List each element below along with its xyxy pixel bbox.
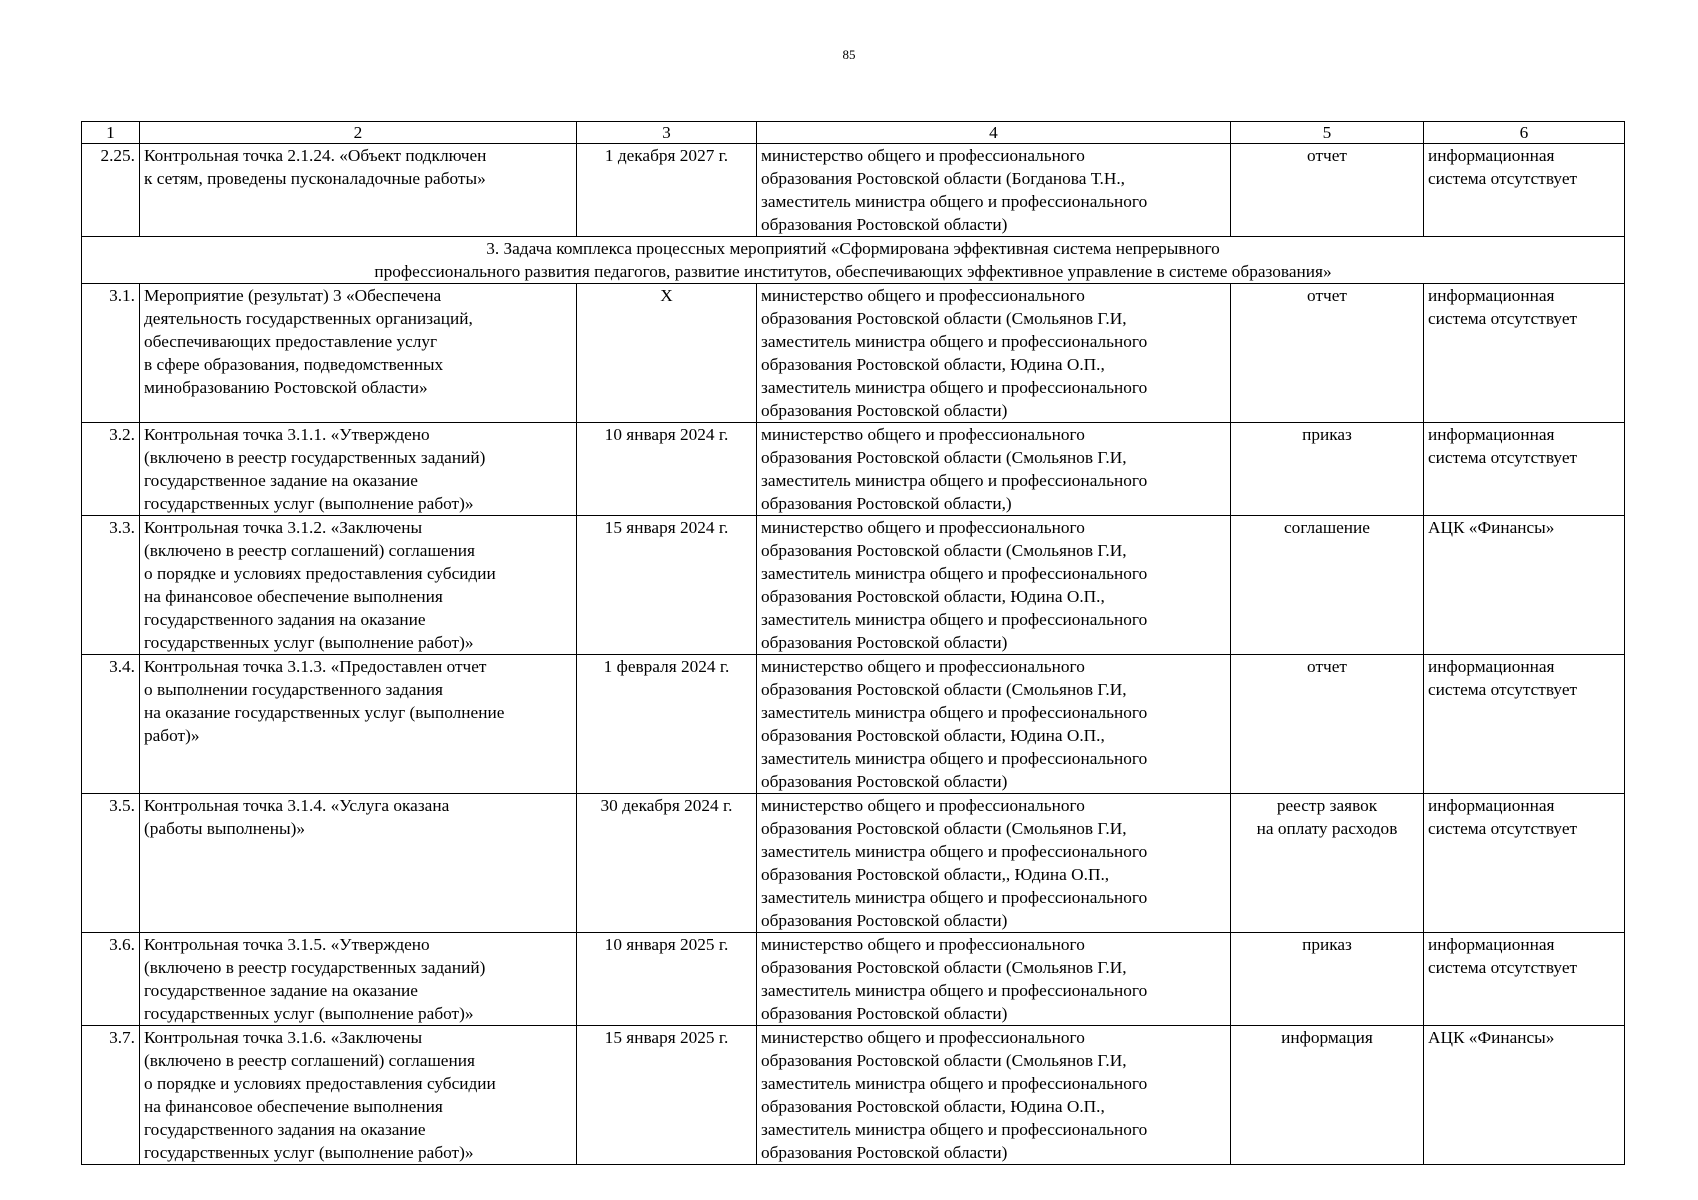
row-name: Контрольная точка 2.1.24. «Объект подключен к сетям, проведены пусконаладочные работы»	[140, 144, 577, 237]
row-name: Мероприятие (результат) 3 «Обеспечена деятельность государственных организаций, обеспечивающих предоставление услуг в сфере образования, подведомственных минобразованию Ростовской области»	[140, 284, 577, 423]
row-number: 3.7.	[82, 1026, 140, 1165]
row-info-system: информационная система отсутствует	[1424, 794, 1625, 933]
column-header-1: 1	[82, 122, 140, 144]
column-header-2: 2	[140, 122, 577, 144]
table-row	[82, 284, 1625, 423]
row-date: 15 января 2025 г.	[577, 1026, 757, 1165]
row-date: 1 февраля 2024 г.	[577, 655, 757, 794]
section-row	[82, 237, 1625, 284]
row-info-system: АЦК «Финансы»	[1424, 516, 1625, 655]
row-number: 3.1.	[82, 284, 140, 423]
row-date: 10 января 2024 г.	[577, 423, 757, 516]
row-number: 3.5.	[82, 794, 140, 933]
row-responsible: министерство общего и профессионального образования Ростовской области (Смольянов Г.И, заместитель министра общего и профессионального образования Ростовской области, Юдина О.П., заместитель министра общего и профессионального образования Ростовской области)	[757, 1026, 1231, 1165]
row-number: 3.3.	[82, 516, 140, 655]
page-number: 85	[842, 47, 856, 62]
table-row	[82, 655, 1625, 794]
row-doc-type: реестр заявок на оплату расходов	[1231, 794, 1424, 933]
row-responsible: министерство общего и профессионального образования Ростовской области (Смольянов Г.И, заместитель министра общего и профессионального образования Ростовской области, Юдина О.П., заместитель министра общего и профессионального образования Ростовской области)	[757, 655, 1231, 794]
row-name: Контрольная точка 3.1.1. «Утверждено (включено в реестр государственных заданий) государственное задание на оказание государственных услуг (выполнение работ)»	[140, 423, 577, 516]
row-name: Контрольная точка 3.1.3. «Предоставлен отчет о выполнении государственного задания на оказание государственных услуг (выполнение работ)»	[140, 655, 577, 794]
row-doc-type: соглашение	[1231, 516, 1424, 655]
column-header-6: 6	[1424, 122, 1625, 144]
row-info-system: АЦК «Финансы»	[1424, 1026, 1625, 1165]
table-row	[82, 144, 1625, 237]
row-responsible: министерство общего и профессионального образования Ростовской области (Смольянов Г.И, заместитель министра общего и профессионального образования Ростовской области,)	[757, 423, 1231, 516]
row-date: 1 декабря 2027 г.	[577, 144, 757, 237]
row-number: 3.2.	[82, 423, 140, 516]
row-date: 15 января 2024 г.	[577, 516, 757, 655]
row-name: Контрольная точка 3.1.4. «Услуга оказана (работы выполнены)»	[140, 794, 577, 933]
row-name: Контрольная точка 3.1.2. «Заключены (включено в реестр соглашений) соглашения о порядке и условиях предоставления субсидии на финансовое обеспечение выполнения государственного задания на оказание государственных услуг (выполнение работ)»	[140, 516, 577, 655]
table-row	[82, 794, 1625, 933]
column-header-5: 5	[1231, 122, 1424, 144]
table-header-row	[82, 122, 1625, 144]
table-row	[82, 933, 1625, 1026]
table-row	[82, 423, 1625, 516]
row-doc-type: отчет	[1231, 284, 1424, 423]
row-info-system: информационная система отсутствует	[1424, 655, 1625, 794]
row-info-system: информационная система отсутствует	[1424, 144, 1625, 237]
row-date: 30 декабря 2024 г.	[577, 794, 757, 933]
row-date: 10 января 2025 г.	[577, 933, 757, 1026]
row-name: Контрольная точка 3.1.6. «Заключены (включено в реестр соглашений) соглашения о порядке и условиях предоставления субсидии на финансовое обеспечение выполнения государственного задания на оказание государственных услуг (выполнение работ)»	[140, 1026, 577, 1165]
row-info-system: информационная система отсутствует	[1424, 933, 1625, 1026]
row-number: 2.25.	[82, 144, 140, 237]
column-header-3: 3	[577, 122, 757, 144]
row-number: 3.6.	[82, 933, 140, 1026]
row-responsible: министерство общего и профессионального образования Ростовской области (Смольянов Г.И, заместитель министра общего и профессионального образования Ростовской области)	[757, 933, 1231, 1026]
row-responsible: министерство общего и профессионального образования Ростовской области (Смольянов Г.И, заместитель министра общего и профессионального образования Ростовской области, Юдина О.П., заместитель министра общего и профессионального образования Ростовской области)	[757, 284, 1231, 423]
row-responsible: министерство общего и профессионального образования Ростовской области (Смольянов Г.И, заместитель министра общего и профессионального образования Ростовской области,, Юдина О.П., заместитель министра общего и профессионального образования Ростовской области)	[757, 794, 1231, 933]
row-doc-type: приказ	[1231, 933, 1424, 1026]
row-info-system: информационная система отсутствует	[1424, 284, 1625, 423]
table-row	[82, 516, 1625, 655]
row-doc-type: приказ	[1231, 423, 1424, 516]
row-info-system: информационная система отсутствует	[1424, 423, 1625, 516]
row-number: 3.4.	[82, 655, 140, 794]
column-header-4: 4	[757, 122, 1231, 144]
row-doc-type: информация	[1231, 1026, 1424, 1165]
row-date: Х	[577, 284, 757, 423]
row-doc-type: отчет	[1231, 144, 1424, 237]
row-name: Контрольная точка 3.1.5. «Утверждено (включено в реестр государственных заданий) государственное задание на оказание государственных услуг (выполнение работ)»	[140, 933, 577, 1026]
row-responsible: министерство общего и профессионального образования Ростовской области (Богданова Т.Н., заместитель министра общего и профессионального образования Ростовской области)	[757, 144, 1231, 237]
row-responsible: министерство общего и профессионального образования Ростовской области (Смольянов Г.И, заместитель министра общего и профессионального образования Ростовской области, Юдина О.П., заместитель министра общего и профессионального образования Ростовской области)	[757, 516, 1231, 655]
control-points-table	[81, 121, 1625, 1165]
table-row	[82, 1026, 1625, 1165]
section-title: 3. Задача комплекса процессных мероприятий «Сформирована эффективная система непрерывного профессионального развития педагогов, развитие институтов, обеспечивающих эффективное управление в системе образования»	[82, 237, 1625, 284]
row-doc-type: отчет	[1231, 655, 1424, 794]
